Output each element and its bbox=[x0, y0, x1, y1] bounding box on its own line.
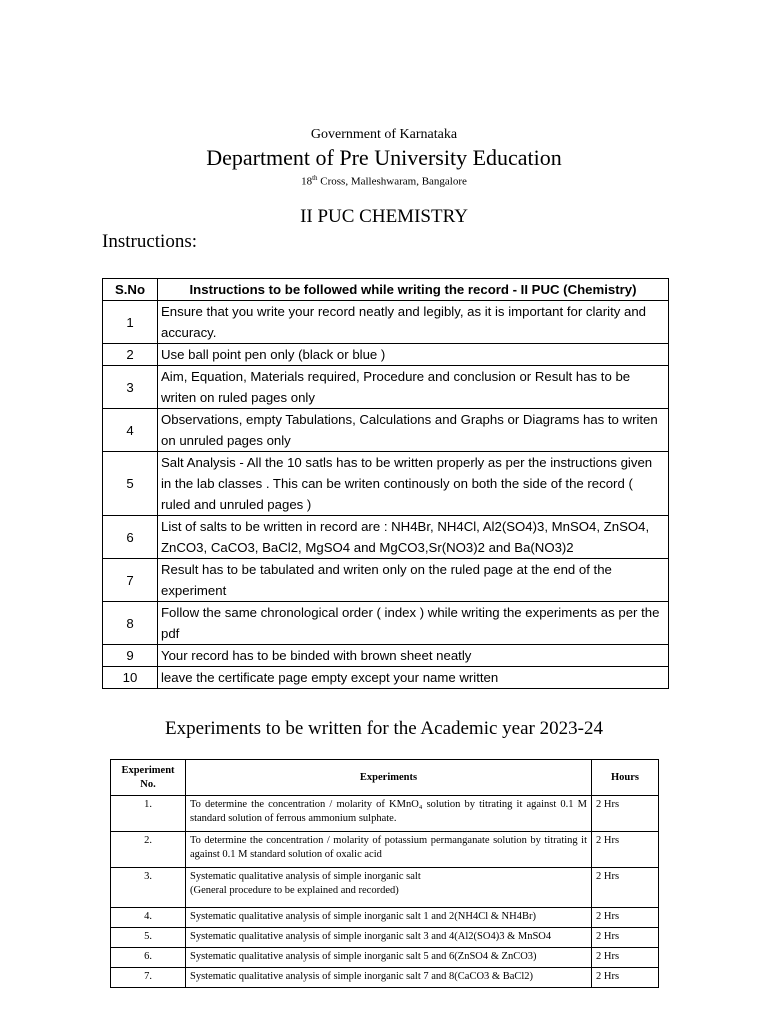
experiment-desc-note: (General procedure to be explained and recorded) bbox=[190, 885, 399, 896]
table-row bbox=[103, 344, 669, 366]
sno-cell: 6 bbox=[103, 516, 158, 559]
hours-cell: 2 Hrs bbox=[592, 928, 659, 948]
experiment-desc-text: Systematic qualitative analysis of simple inorganic salt bbox=[190, 871, 421, 882]
experiments-header: Experiments bbox=[186, 760, 592, 796]
hours-cell: 2 Hrs bbox=[592, 968, 659, 988]
instruction-cell: leave the certificate page empty except your name written bbox=[158, 667, 669, 689]
instructions-header-row bbox=[103, 279, 669, 301]
table-row bbox=[103, 366, 669, 409]
sno-cell: 10 bbox=[103, 667, 158, 689]
hours-cell: 2 Hrs bbox=[592, 948, 659, 968]
table-row bbox=[103, 452, 669, 516]
sno-cell: 8 bbox=[103, 602, 158, 645]
sno-cell: 4 bbox=[103, 409, 158, 452]
table-row bbox=[111, 868, 659, 908]
instruction-cell: Aim, Equation, Materials required, Procedure and conclusion or Result has to be writen on ruled pages only bbox=[158, 366, 669, 409]
experiment-no-cell: 6. bbox=[111, 948, 186, 968]
hours-header: Hours bbox=[592, 760, 659, 796]
table-row bbox=[111, 948, 659, 968]
table-row bbox=[103, 301, 669, 344]
table-row bbox=[103, 645, 669, 667]
department-title: Department of Pre University Education bbox=[206, 145, 562, 170]
table-row bbox=[111, 908, 659, 928]
experiment-desc-cell: Systematic qualitative analysis of simple inorganic salt 3 and 4(Al2(SO4)3 & MnSO4 bbox=[186, 928, 592, 948]
hours-cell: 2 Hrs bbox=[592, 796, 659, 832]
address-line bbox=[0, 174, 768, 188]
experiment-desc-cell: To determine the concentration / molarity of potassium permanganate solution by titrating it against 0.1 M standard solution of oxalic acid bbox=[186, 832, 592, 868]
experiment-no-cell: 2. bbox=[111, 832, 186, 868]
experiments-heading: Experiments to be written for the Academic year 2023-24 bbox=[165, 718, 603, 739]
experiment-desc-cell: Systematic qualitative analysis of simple inorganic salt 5 and 6(ZnSO4 & ZnCO3) bbox=[186, 948, 592, 968]
table-row bbox=[103, 667, 669, 689]
instruction-cell: Your record has to be binded with brown sheet neatly bbox=[158, 645, 669, 667]
subject-title: II PUC CHEMISTRY bbox=[300, 206, 468, 227]
instruction-cell: Salt Analysis - All the 10 satls has to be written properly as per the instructions given in the lab classes . This can be writen continously on both the side of the record ( ruled and unruled pages ) bbox=[158, 452, 669, 516]
table-row bbox=[103, 516, 669, 559]
sno-cell: 5 bbox=[103, 452, 158, 516]
instructions-table bbox=[102, 278, 669, 689]
experiment-desc-cell: Systematic qualitative analysis of simple inorganic salt 7 and 8(CaCO3 & BaCl2) bbox=[186, 968, 592, 988]
instruction-cell: Ensure that you write your record neatly and legibly, as it is important for clarity and accuracy. bbox=[158, 301, 669, 344]
experiment-no-cell: 4. bbox=[111, 908, 186, 928]
table-row bbox=[103, 409, 669, 452]
table-row bbox=[111, 968, 659, 988]
sno-cell: 9 bbox=[103, 645, 158, 667]
address-text: Cross, Malleshwaram, Bangalore bbox=[317, 175, 467, 188]
sno-cell: 1 bbox=[103, 301, 158, 344]
sno-cell: 7 bbox=[103, 559, 158, 602]
government-title: Government of Karnataka bbox=[310, 127, 458, 142]
experiment-no-cell: 3. bbox=[111, 868, 186, 908]
sno-header: S.No bbox=[103, 279, 158, 301]
instruction-cell: Observations, empty Tabulations, Calculations and Graphs or Diagrams has to writen on unruled pages only bbox=[158, 409, 669, 452]
instruction-cell: Use ball point pen only (black or blue ) bbox=[158, 344, 669, 366]
table-row bbox=[103, 559, 669, 602]
hours-cell: 2 Hrs bbox=[592, 868, 659, 908]
experiment-no-cell: 5. bbox=[111, 928, 186, 948]
experiment-desc-cell bbox=[186, 868, 592, 908]
instruction-header: Instructions to be followed while writing the record - II PUC (Chemistry) bbox=[158, 279, 669, 301]
hours-cell: 2 Hrs bbox=[592, 832, 659, 868]
experiments-header-row bbox=[111, 760, 659, 796]
table-row bbox=[111, 796, 659, 832]
experiment-no-cell: 1. bbox=[111, 796, 186, 832]
sno-cell: 3 bbox=[103, 366, 158, 409]
experiment-no-cell: 7. bbox=[111, 968, 186, 988]
sno-cell: 2 bbox=[103, 344, 158, 366]
instruction-cell: List of salts to be written in record are : NH4Br, NH4Cl, Al2(SO4)3, MnSO4, ZnSO4, ZnCO3, CaCO3, BaCl2, MgSO4 and MgCO3,Sr(NO3)2 and Ba(NO3)2 bbox=[158, 516, 669, 559]
experiments-table bbox=[110, 759, 659, 988]
address-number: 18 bbox=[301, 175, 313, 188]
experiment-no-header: Experiment No. bbox=[111, 760, 186, 796]
experiment-desc-cell: To determine the concentration / molarity of KMnO₄ solution by titrating it against 0.1 M standard solution of ferrous ammonium sulphate. bbox=[186, 796, 592, 832]
instructions-heading: Instructions: bbox=[102, 231, 197, 252]
table-row bbox=[111, 832, 659, 868]
table-row bbox=[111, 928, 659, 948]
instruction-cell: Result has to be tabulated and writen only on the ruled page at the end of the experiment bbox=[158, 559, 669, 602]
instruction-cell: Follow the same chronological order ( index ) while writing the experiments as per the pdf bbox=[158, 602, 669, 645]
hours-cell: 2 Hrs bbox=[592, 908, 659, 928]
address-superscript: th bbox=[312, 174, 318, 182]
experiment-desc-cell: Systematic qualitative analysis of simple inorganic salt 1 and 2(NH4Cl & NH4Br) bbox=[186, 908, 592, 928]
table-row bbox=[103, 602, 669, 645]
